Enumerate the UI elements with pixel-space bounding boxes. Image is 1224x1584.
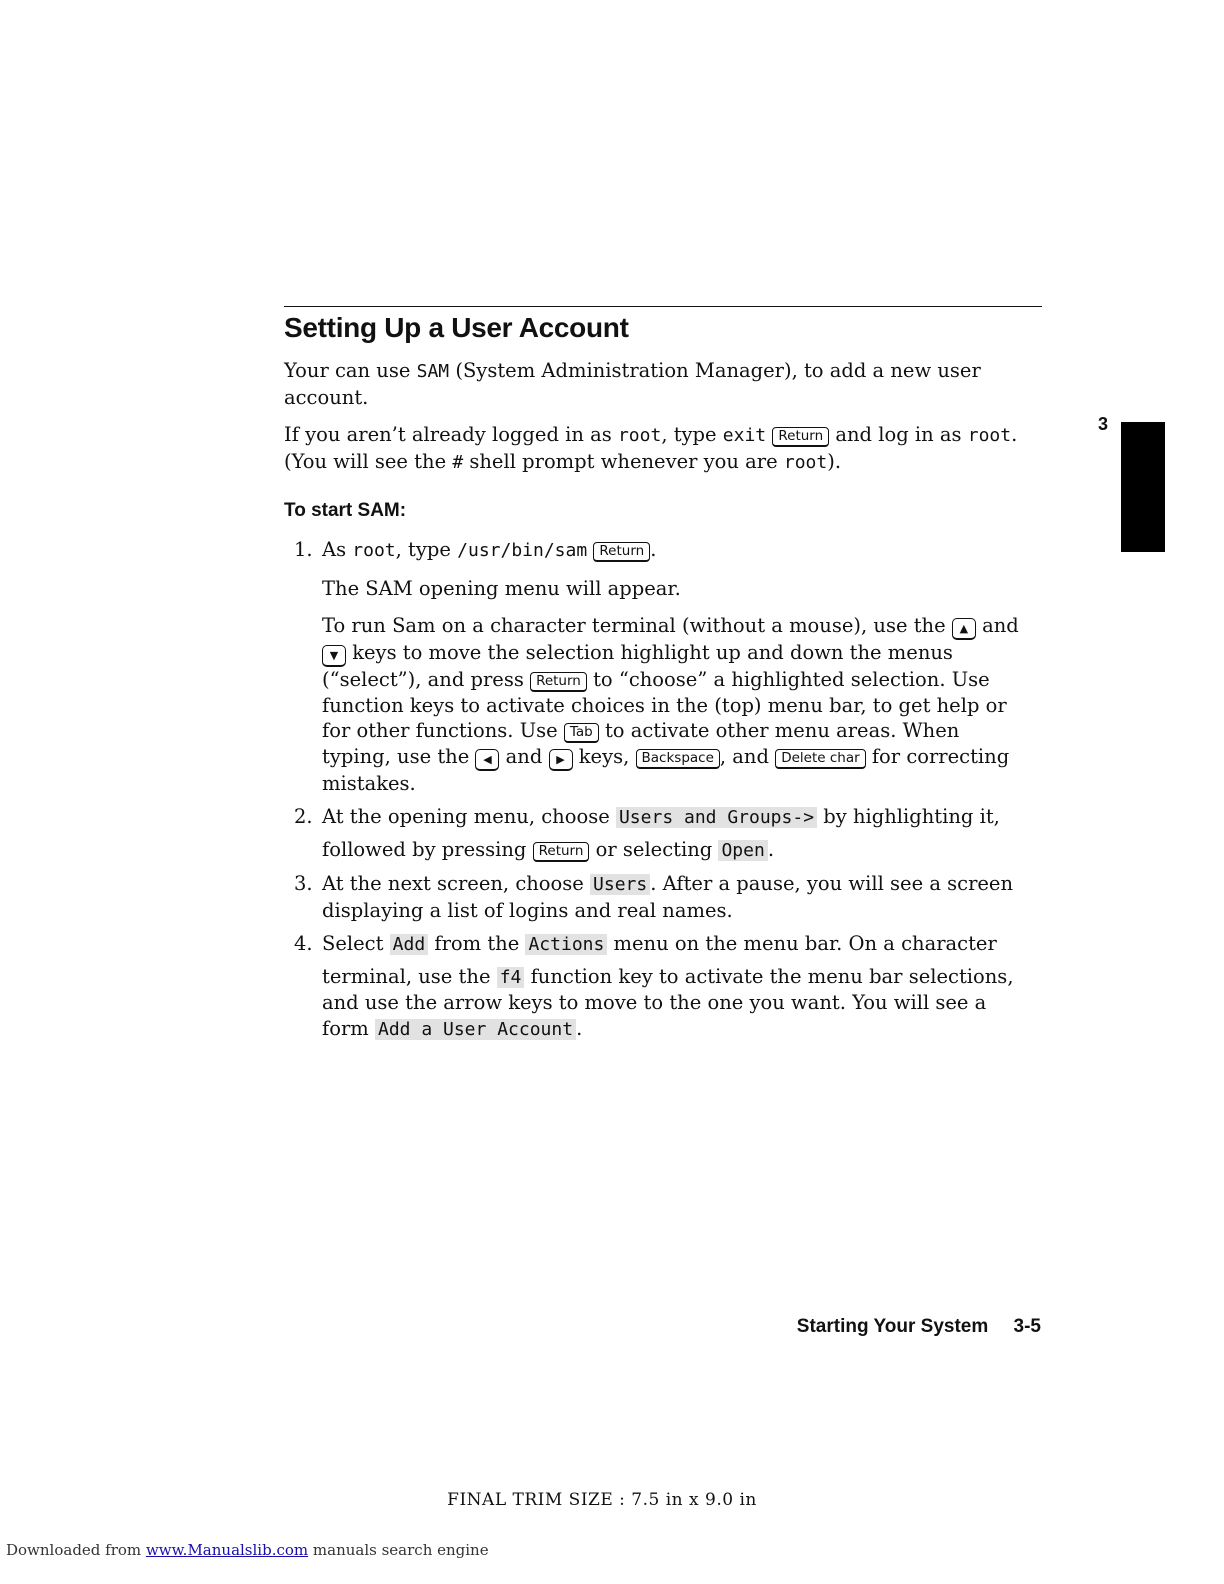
root-code: root <box>783 451 828 473</box>
text: or selecting <box>595 837 713 861</box>
text: . After a pause, you will see a screen displaying a list of logins and real names. <box>322 872 1014 922</box>
tab-key: Tab <box>564 723 599 743</box>
text: , type <box>395 538 451 561</box>
text: As <box>322 538 347 561</box>
text: At the next screen, choose <box>322 872 584 895</box>
right-arrow-key-icon: ▶ <box>549 749 573 771</box>
text: , type <box>661 423 717 446</box>
text: To run Sam on a character terminal (without a mouse), use the <box>322 614 946 637</box>
step-1-instructions <box>322 613 1029 796</box>
text: for correcting mistakes. <box>322 744 1010 795</box>
text: to activate other menu areas. When typing, use the <box>322 719 960 768</box>
trim-size-note: FINAL TRIM SIZE : 7.5 in x 9.0 in <box>447 1490 757 1510</box>
text: . <box>767 837 775 861</box>
up-arrow-key-icon: ▲ <box>952 618 976 640</box>
text: . (You will see the <box>284 423 1018 473</box>
sam-path-code: /usr/bin/sam <box>457 540 588 561</box>
list-item <box>294 931 1029 1042</box>
return-key: Return <box>593 542 650 562</box>
return-key: Return <box>533 842 590 862</box>
return-key: Return <box>772 427 829 447</box>
chapter-tab-marker <box>1121 422 1165 552</box>
text: Your can use <box>284 359 411 382</box>
intro-paragraph-1 <box>284 358 1024 410</box>
text: and <box>982 614 1019 637</box>
text: , and <box>719 744 769 768</box>
intro-section <box>284 358 1024 487</box>
text: keys to move the selection highlight up and down the menus (“select”), and press <box>322 641 953 691</box>
add-user-account-form-name: Add a User Account <box>375 1019 576 1040</box>
open-menu-item: Open <box>718 840 767 861</box>
step-2-line-1 <box>322 804 1029 831</box>
step-number: 3. <box>294 872 313 895</box>
users-and-groups-menu-item: Users and Groups-> <box>616 807 817 828</box>
text: (System Administration Manager), to add a new user account. <box>284 359 981 409</box>
page-footer <box>797 1316 1041 1338</box>
page-number: 3-5 <box>1013 1316 1041 1337</box>
text: If you aren’t already logged in as <box>284 423 612 446</box>
step-number: 1. <box>294 538 313 561</box>
subheading: To start SAM: <box>284 500 407 521</box>
steps-list <box>294 537 1029 1050</box>
root-code: root <box>617 425 662 446</box>
delete-char-key: Delete char <box>775 749 865 769</box>
text: shell prompt whenever you are <box>469 449 778 473</box>
users-menu-item: Users <box>590 874 650 895</box>
left-arrow-key-icon: ◀ <box>475 749 499 771</box>
text: function key to activate the menu bar selections, and use the arrow keys to move to the one you want. You will see a form <box>322 964 1014 1040</box>
root-code: root <box>967 425 1012 446</box>
step-1-note: The SAM opening menu will appear. <box>322 576 681 600</box>
intro-paragraph-2 <box>284 422 1024 475</box>
text: . <box>650 538 657 561</box>
text: from the <box>434 932 520 955</box>
text: to “choose” a highlighted selection. Use function keys to activate choices in the (top) menu bar, to get help or for other functions. Use <box>322 668 1007 742</box>
list-item <box>294 871 1029 923</box>
f4-key-code: f4 <box>497 967 525 988</box>
step-number: 2. <box>294 805 313 828</box>
text: and <box>505 744 543 768</box>
download-notice <box>6 1541 489 1559</box>
step-number: 4. <box>294 932 313 955</box>
root-code: root <box>352 540 396 561</box>
return-key: Return <box>530 672 587 692</box>
text: Select <box>322 932 384 955</box>
text: menu on the menu bar. On a character <box>613 932 997 955</box>
text: by highlighting it, <box>823 805 1000 828</box>
backspace-key: Backspace <box>636 749 720 769</box>
title-rule <box>284 306 1042 307</box>
step-3-text <box>322 871 1029 923</box>
text: . <box>576 1016 583 1040</box>
text: ). <box>827 449 842 473</box>
step-4-line-1 <box>322 931 1029 958</box>
exit-code: exit <box>722 425 767 446</box>
step-2-line-2 <box>322 837 1029 864</box>
page-title: Setting Up a User Account <box>284 312 629 343</box>
footer-section-title: Starting Your System <box>796 1316 989 1337</box>
text: terminal, use the <box>322 964 491 988</box>
text: keys, <box>578 744 630 768</box>
text: At the opening menu, choose <box>322 805 610 828</box>
chapter-number: 3 <box>1098 414 1109 434</box>
text: followed by pressing <box>322 837 527 861</box>
step-1-line <box>322 537 1029 564</box>
manualslib-link[interactable]: www.Manualslib.com <box>145 1541 309 1559</box>
step-4-line-2 <box>322 964 1029 1043</box>
actions-menu-item: Actions <box>525 934 607 955</box>
download-suffix: manuals search engine <box>312 1541 489 1559</box>
hash-code: # <box>452 451 464 473</box>
list-item <box>294 537 1029 796</box>
text: and log in as <box>835 423 962 446</box>
down-arrow-key-icon: ▼ <box>322 645 346 667</box>
list-item <box>294 804 1029 863</box>
sam-code: SAM <box>416 361 450 382</box>
add-menu-item: Add <box>390 934 429 955</box>
download-prefix: Downloaded from <box>6 1541 142 1559</box>
